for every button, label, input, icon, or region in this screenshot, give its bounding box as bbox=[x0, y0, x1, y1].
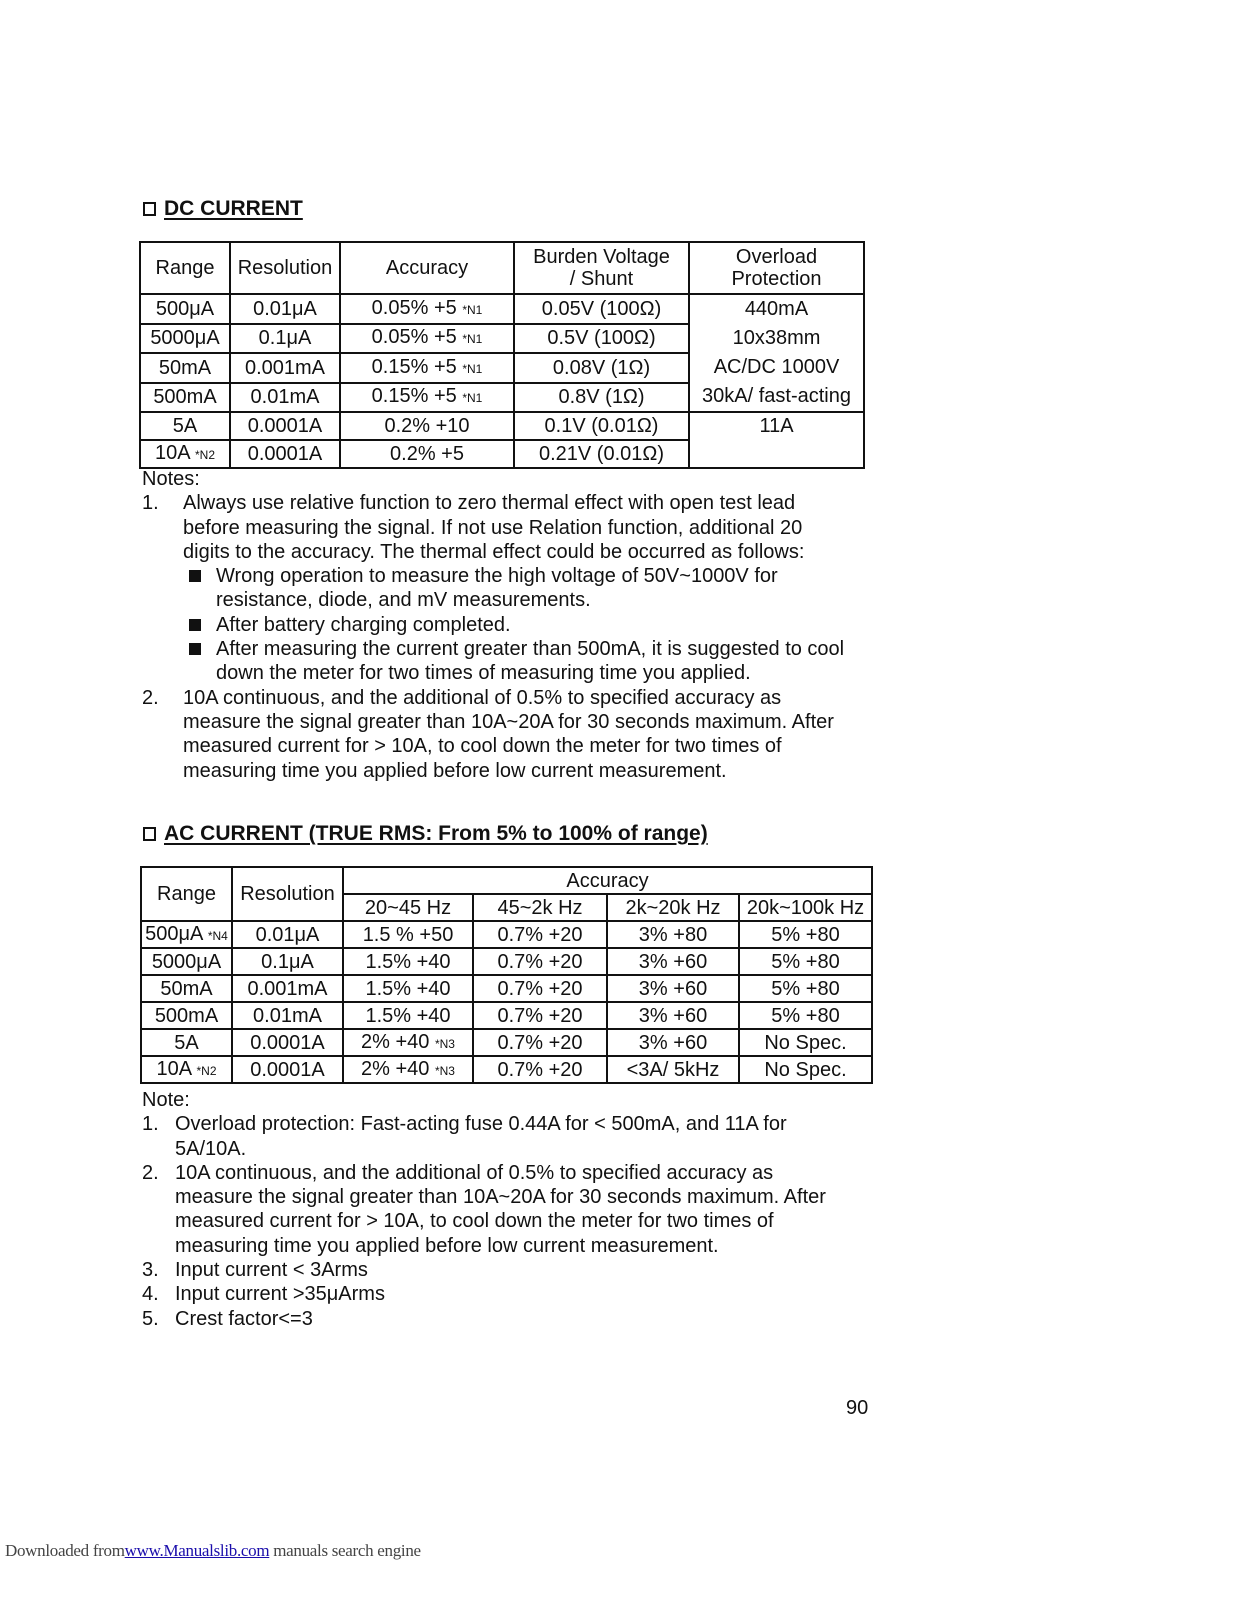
range-cell bbox=[141, 975, 232, 1002]
burden-cell bbox=[514, 324, 689, 354]
resolution-cell-value: 0.0001A bbox=[250, 1031, 325, 1054]
note-line: 5A/10A. bbox=[175, 1137, 247, 1160]
manualslib-link[interactable]: www.Manualslib.com bbox=[124, 1541, 270, 1560]
square-bullet-icon bbox=[189, 643, 201, 655]
accuracy-cell-value: 5% +80 bbox=[771, 977, 840, 1000]
range-cell bbox=[140, 324, 230, 354]
resolution-cell bbox=[232, 1056, 343, 1083]
accuracy-cell bbox=[739, 1002, 872, 1029]
accuracy-cell bbox=[340, 383, 514, 413]
accuracy-cell bbox=[343, 948, 473, 975]
accuracy-cell bbox=[343, 975, 473, 1002]
resolution-cell-value: 0.01μA bbox=[255, 923, 320, 946]
range-cell-value: 500mA bbox=[153, 386, 217, 409]
footnote-ref: *N1 bbox=[462, 332, 483, 347]
note-line: Always use relative function to zero thermal effect with open test lead bbox=[183, 492, 796, 515]
burden-cell-value: 0.5V (100Ω) bbox=[547, 327, 656, 350]
accuracy-cell-value: 3% +80 bbox=[638, 923, 708, 946]
accuracy-cell bbox=[607, 1002, 739, 1029]
accuracy-cell-value: 0.2% +10 bbox=[384, 415, 470, 437]
accuracy-cell bbox=[340, 440, 514, 468]
bullet-line: resistance, diode, and mV measurements. bbox=[216, 589, 591, 612]
bullet-item bbox=[183, 637, 882, 686]
range-cell-value: 500μA bbox=[145, 922, 203, 945]
burden-cell-value: 0.08V (1Ω) bbox=[552, 356, 651, 379]
accuracy-cell bbox=[473, 1002, 607, 1029]
frequency-header-cell: 2k~20k Hz bbox=[607, 894, 739, 921]
accuracy-cell-value: 0.05% +5 bbox=[371, 326, 457, 349]
overload-protection-cell bbox=[689, 412, 864, 468]
note-line: measured current for > 10A, to cool down the meter for two times of bbox=[183, 735, 782, 758]
note-number: 1. bbox=[142, 492, 159, 515]
bullet-item bbox=[183, 564, 882, 613]
note-line: digits to the accuracy. The thermal effect could be occurred as follows: bbox=[183, 540, 805, 563]
table-row bbox=[141, 948, 872, 975]
bullet-line: down the meter for two times of measuring time you applied. bbox=[216, 662, 751, 685]
range-cell bbox=[141, 1056, 232, 1083]
header-cell: Range bbox=[140, 242, 230, 294]
checkbox-icon bbox=[143, 827, 156, 841]
note-line: 10A continuous, and the additional of 0.5% to specified accuracy as bbox=[175, 1161, 774, 1184]
ac-notes bbox=[142, 1088, 882, 1331]
resolution-cell-value: 0.0001A bbox=[250, 1058, 325, 1081]
note-line: Input current < 3Arms bbox=[175, 1259, 368, 1282]
note-item bbox=[142, 1112, 882, 1161]
burden-cell bbox=[514, 353, 689, 383]
notes-list bbox=[142, 1112, 882, 1331]
bullet-item bbox=[183, 613, 882, 637]
accuracy-cell-value: 1.5% +40 bbox=[365, 950, 451, 973]
footnote-ref: *N1 bbox=[462, 361, 483, 376]
table-header-row bbox=[140, 242, 864, 294]
accuracy-cell bbox=[343, 921, 473, 948]
note-item bbox=[142, 1258, 882, 1282]
footnote-ref: *N1 bbox=[462, 302, 483, 317]
frequency-header-cell: 20k~100k Hz bbox=[739, 894, 872, 921]
header-cell: Accuracy bbox=[340, 242, 514, 294]
accuracy-cell bbox=[473, 1056, 607, 1083]
header-cell: Range bbox=[141, 867, 232, 921]
accuracy-cell-value: 0.7% +20 bbox=[497, 1004, 583, 1027]
accuracy-cell bbox=[607, 948, 739, 975]
resolution-cell bbox=[230, 412, 340, 440]
overload-protection-cell bbox=[689, 294, 864, 412]
accuracy-cell-value: 3% +60 bbox=[638, 977, 708, 1000]
accuracy-cell-value: <3A/ 5kHz bbox=[626, 1058, 720, 1081]
burden-cell-value: 0.21V (0.01Ω) bbox=[538, 443, 665, 465]
accuracy-cell bbox=[473, 975, 607, 1002]
note-item bbox=[142, 686, 882, 783]
range-cell-value: 50mA bbox=[158, 356, 212, 379]
download-footer: Downloaded fromwww.Manualslib.com manuals search engine bbox=[5, 1541, 421, 1560]
range-cell bbox=[141, 1002, 232, 1029]
note-line: before measuring the signal. If not use Relation function, additional 20 bbox=[183, 516, 803, 539]
overload-line: 10x38mm bbox=[732, 327, 821, 349]
accuracy-cell bbox=[343, 1056, 473, 1083]
burden-cell bbox=[514, 440, 689, 468]
resolution-cell bbox=[232, 921, 343, 948]
note-item bbox=[142, 1282, 882, 1306]
resolution-cell bbox=[230, 353, 340, 383]
burden-cell-value: 0.1V (0.01Ω) bbox=[544, 415, 659, 437]
resolution-cell bbox=[232, 948, 343, 975]
note-line: measure the signal greater than 10A~20A for 30 seconds maximum. After bbox=[183, 710, 834, 733]
frequency-header-cell: 45~2k Hz bbox=[473, 894, 607, 921]
note-line: measuring time you applied before low current measurement. bbox=[175, 1234, 719, 1257]
note-item bbox=[142, 491, 882, 685]
resolution-cell-value: 0.001mA bbox=[247, 977, 328, 1000]
dc-notes bbox=[142, 467, 882, 783]
notes-list bbox=[142, 491, 882, 783]
accuracy-cell-value: 0.05% +5 bbox=[371, 296, 457, 319]
overload-line: 30kA/ fast-acting bbox=[702, 385, 851, 407]
burden-cell-value: 0.8V (1Ω) bbox=[558, 386, 645, 409]
resolution-cell bbox=[232, 975, 343, 1002]
accuracy-cell-value: 3% +60 bbox=[638, 1004, 708, 1027]
table-row bbox=[141, 921, 872, 948]
accuracy-cell-value: 0.15% +5 bbox=[371, 385, 457, 408]
resolution-cell-value: 0.1μA bbox=[258, 327, 312, 350]
resolution-cell bbox=[230, 324, 340, 354]
resolution-cell bbox=[230, 383, 340, 413]
accuracy-cell bbox=[739, 1029, 872, 1056]
bullet-list bbox=[183, 564, 882, 685]
accuracy-cell-value: 1.5% +40 bbox=[365, 977, 451, 1000]
accuracy-cell bbox=[607, 975, 739, 1002]
table-row bbox=[141, 1056, 872, 1083]
resolution-cell bbox=[230, 294, 340, 324]
accuracy-cell bbox=[343, 1029, 473, 1056]
note-line: Crest factor<=3 bbox=[175, 1307, 313, 1330]
dc-current-table bbox=[139, 241, 865, 469]
burden-cell bbox=[514, 294, 689, 324]
note-item bbox=[142, 1307, 882, 1331]
accuracy-cell bbox=[340, 294, 514, 324]
range-cell bbox=[140, 294, 230, 324]
table-row bbox=[140, 294, 864, 324]
range-cell-value: 50mA bbox=[160, 977, 213, 1000]
burden-cell-value: 0.05V (100Ω) bbox=[541, 297, 662, 320]
table-row bbox=[141, 1029, 872, 1056]
range-cell bbox=[141, 1029, 232, 1056]
note-number: 3. bbox=[142, 1259, 159, 1282]
footnote-ref: *N3 bbox=[434, 1036, 455, 1051]
note-line: Overload protection: Fast-acting fuse 0.44A for < 500mA, and 11A for bbox=[175, 1113, 787, 1136]
note-line: measure the signal greater than 10A~20A for 30 seconds maximum. After bbox=[175, 1186, 826, 1209]
header-cell: Resolution bbox=[230, 242, 340, 294]
range-cell bbox=[141, 921, 232, 948]
resolution-cell bbox=[230, 440, 340, 468]
accuracy-cell-value: 0.7% +20 bbox=[497, 923, 583, 946]
accuracy-cell-value: 1.5% +40 bbox=[365, 1004, 451, 1027]
resolution-cell-value: 0.01mA bbox=[253, 1004, 322, 1027]
table-header-row bbox=[141, 867, 872, 894]
accuracy-cell bbox=[340, 324, 514, 354]
checkbox-icon bbox=[143, 202, 156, 216]
accuracy-cell-value: No Spec. bbox=[764, 1058, 847, 1081]
accuracy-cell bbox=[343, 1002, 473, 1029]
range-cell bbox=[140, 412, 230, 440]
bullet-line: Wrong operation to measure the high voltage of 50V~1000V for bbox=[216, 565, 778, 588]
accuracy-cell bbox=[739, 921, 872, 948]
resolution-cell-value: 0.0001A bbox=[247, 443, 323, 465]
accuracy-cell-value: 3% +60 bbox=[638, 950, 708, 973]
table-row bbox=[141, 1002, 872, 1029]
note-number: 1. bbox=[142, 1113, 159, 1136]
resolution-cell-value: 0.1μA bbox=[261, 950, 314, 973]
resolution-cell-value: 0.0001A bbox=[247, 415, 323, 437]
note-line: measured current for > 10A, to cool down the meter for two times of bbox=[175, 1210, 774, 1233]
square-bullet-icon bbox=[189, 619, 201, 631]
range-cell bbox=[140, 383, 230, 413]
accuracy-cell-value: 0.7% +20 bbox=[497, 977, 583, 1000]
footnote-ref: *N2 bbox=[195, 448, 216, 462]
notes-title: Note: bbox=[142, 1089, 190, 1111]
accuracy-cell-value: 2% +40 bbox=[361, 1057, 430, 1080]
frequency-header-cell: 20~45 Hz bbox=[343, 894, 473, 921]
range-cell-value: 10A bbox=[154, 442, 190, 464]
note-line: measuring time you applied before low current measurement. bbox=[183, 759, 727, 782]
square-bullet-icon bbox=[189, 570, 201, 582]
resolution-cell-value: 0.01μA bbox=[253, 297, 317, 320]
accuracy-cell-value: 5% +80 bbox=[771, 1004, 840, 1027]
burden-cell bbox=[514, 412, 689, 440]
table-row bbox=[140, 412, 864, 440]
header-cell: Resolution bbox=[232, 867, 343, 921]
footnote-ref: *N4 bbox=[207, 928, 228, 943]
range-cell-value: 5000μA bbox=[151, 950, 222, 973]
range-cell bbox=[140, 353, 230, 383]
note-line: 10A continuous, and the additional of 0.5% to specified accuracy as bbox=[183, 686, 782, 709]
accuracy-cell bbox=[739, 975, 872, 1002]
overload-line: 11A bbox=[759, 415, 794, 437]
range-cell-value: 500μA bbox=[155, 297, 215, 320]
accuracy-cell-value: 0.7% +20 bbox=[497, 1058, 583, 1081]
note-item bbox=[142, 1161, 882, 1258]
resolution-cell-value: 0.01mA bbox=[250, 386, 320, 409]
accuracy-cell bbox=[607, 1029, 739, 1056]
resolution-cell bbox=[232, 1029, 343, 1056]
resolution-cell-value: 0.001mA bbox=[244, 356, 326, 379]
footnote-ref: *N1 bbox=[462, 391, 483, 406]
table-row bbox=[141, 975, 872, 1002]
accuracy-cell bbox=[607, 1056, 739, 1083]
accuracy-cell bbox=[473, 921, 607, 948]
note-line: Input current >35μArms bbox=[175, 1283, 385, 1306]
note-number: 5. bbox=[142, 1307, 159, 1330]
accuracy-cell bbox=[739, 948, 872, 975]
accuracy-cell-value: 1.5 % +50 bbox=[362, 923, 454, 946]
header-cell: Accuracy bbox=[343, 867, 872, 894]
footnote-ref: *N2 bbox=[196, 1063, 217, 1078]
range-cell-value: 5A bbox=[172, 415, 198, 437]
accuracy-cell-value: 0.7% +20 bbox=[497, 950, 583, 973]
range-cell bbox=[140, 440, 230, 468]
accuracy-cell-value: 2% +40 bbox=[361, 1030, 430, 1053]
footnote-ref: *N3 bbox=[434, 1063, 455, 1078]
overload-line: 440mA bbox=[744, 298, 809, 320]
accuracy-cell bbox=[473, 1029, 607, 1056]
header-cell: Overload Protection bbox=[689, 242, 864, 294]
page-number: 90 bbox=[846, 1397, 869, 1419]
note-number: 4. bbox=[142, 1283, 159, 1306]
ac-current-heading: AC CURRENT (TRUE RMS: From 5% to 100% of range) bbox=[143, 822, 708, 846]
resolution-cell bbox=[232, 1002, 343, 1029]
accuracy-cell bbox=[607, 921, 739, 948]
range-cell-value: 10A bbox=[156, 1057, 191, 1080]
range-cell-value: 5A bbox=[174, 1031, 199, 1054]
accuracy-cell bbox=[739, 1056, 872, 1083]
accuracy-cell-value: 0.15% +5 bbox=[371, 355, 457, 378]
accuracy-cell bbox=[340, 353, 514, 383]
accuracy-cell-value: 0.2% +5 bbox=[390, 443, 464, 465]
burden-cell bbox=[514, 383, 689, 413]
range-cell-value: 500mA bbox=[154, 1004, 219, 1027]
accuracy-cell-value: 0.7% +20 bbox=[497, 1031, 583, 1054]
accuracy-cell-value: 5% +80 bbox=[771, 923, 840, 946]
bullet-line: After battery charging completed. bbox=[216, 613, 511, 636]
accuracy-cell-value: 5% +80 bbox=[771, 950, 840, 973]
dc-current-heading: DC CURRENT bbox=[143, 197, 303, 221]
note-number: 2. bbox=[142, 686, 159, 709]
accuracy-cell-value: No Spec. bbox=[764, 1031, 847, 1054]
notes-title: Notes: bbox=[142, 468, 200, 490]
accuracy-cell bbox=[340, 412, 514, 440]
range-cell-value: 5000μA bbox=[150, 327, 220, 350]
ac-current-table bbox=[140, 866, 873, 1084]
range-cell bbox=[141, 948, 232, 975]
header-cell: Burden Voltage / Shunt bbox=[514, 242, 689, 294]
bullet-line: After measuring the current greater than 500mA, it is suggested to cool bbox=[216, 638, 845, 661]
overload-line: AC/DC 1000V bbox=[713, 356, 840, 378]
accuracy-cell bbox=[473, 948, 607, 975]
note-number: 2. bbox=[142, 1161, 159, 1184]
accuracy-cell-value: 3% +60 bbox=[638, 1031, 708, 1054]
